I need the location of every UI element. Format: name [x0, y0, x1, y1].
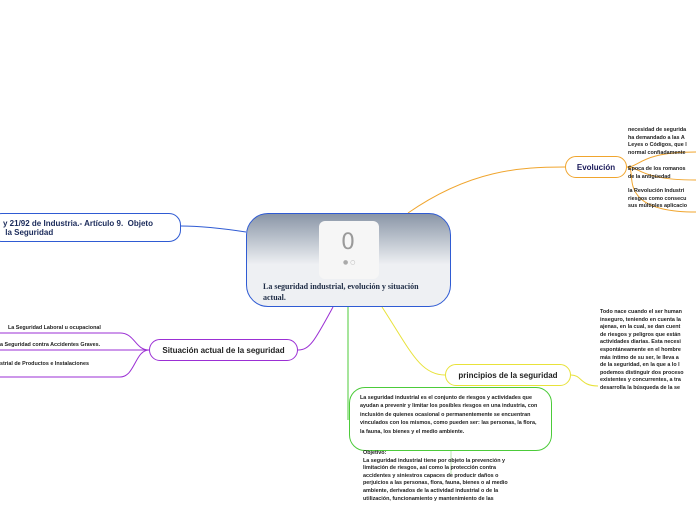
situacion-item-accidentes[interactable]: a Seguridad contra Accidentes Graves. [0, 342, 101, 348]
situacion-item-productos[interactable]: strial de Productos e Instalaciones [0, 361, 89, 367]
topic-ley-industria[interactable] [0, 213, 181, 242]
central-topic[interactable] [246, 213, 451, 307]
image-placeholder [319, 221, 379, 279]
central-title: La seguridad industrial, evolución y situación actual. [263, 282, 419, 302]
objetivo-note[interactable]: Objetivo: La seguridad industrial tiene por objeto la prevención y limitación de riesgos, así como la protección contra accidentes y siniestros capaces de producir daños o perjuicios a las personas, flora, fauna, bienes o al medio ambiente, derivados de la actividad industrial o de la utilización, funcionamiento y mantenimiento de las [363, 450, 508, 502]
link-principios [382, 307, 445, 375]
evolucion-note-2[interactable]: Época de los romanos de la antigüedad [628, 166, 686, 180]
principios-note[interactable]: Todo nace cuando el ser human inseguro, teniendo en cuenta la ajenas, en la cual, se dan cuent de riesgos y peligros que están actividades diarias. Esta necesi espontáneamente en el hombre más íntimo de su ser, le lleva a de la seguridad, en la que a lo l podemos distinguir dos proceso existentes y concurrentes, a tra desarrolla la búsqueda de la se [600, 309, 684, 391]
topic-evolucion[interactable] [565, 156, 627, 178]
topic-situacion-label: Situación actual de la seguridad [162, 345, 285, 355]
image-icon: 0 [341, 230, 355, 255]
evolucion-note-1[interactable]: necesidad de segurida ha demandado a las A Leyes o Códigos, que l normal confiadamente [628, 127, 687, 156]
evolucion-note-3[interactable]: la Revolución Industri riesgos como consecu sus múltiples aplicacio [628, 188, 688, 210]
link-ley [181, 226, 246, 232]
situacion-item-laboral[interactable]: La Seguridad Laboral u ocupacional [8, 325, 101, 331]
link-principios-note [571, 375, 598, 386]
link-evolucion [408, 167, 565, 213]
definicion-text: La seguridad industrial es el conjunto de riesgos y actividades que ayudan a prevenir y limitar los posibles riesgos en una industria, con inclusión de quienes ocasional o permanentemente se encuentran vinculados con los mismos, como pueden ser: las personas, la flora, la fauna, los bienes y el medio ambiente. [360, 395, 538, 435]
topic-situacion-actual[interactable] [149, 339, 298, 361]
topic-ley-label: y 21/92 de Industria.- Artículo 9. Objeto la Seguridad [3, 218, 153, 237]
image-dots-icon: ● ○ [343, 259, 356, 266]
topic-principios[interactable] [445, 364, 571, 386]
topic-evolucion-label: Evolución [576, 162, 616, 172]
topic-definicion[interactable] [349, 387, 552, 451]
topic-principios-label: principios de la seguridad [458, 370, 558, 380]
link-situacion [298, 307, 333, 350]
